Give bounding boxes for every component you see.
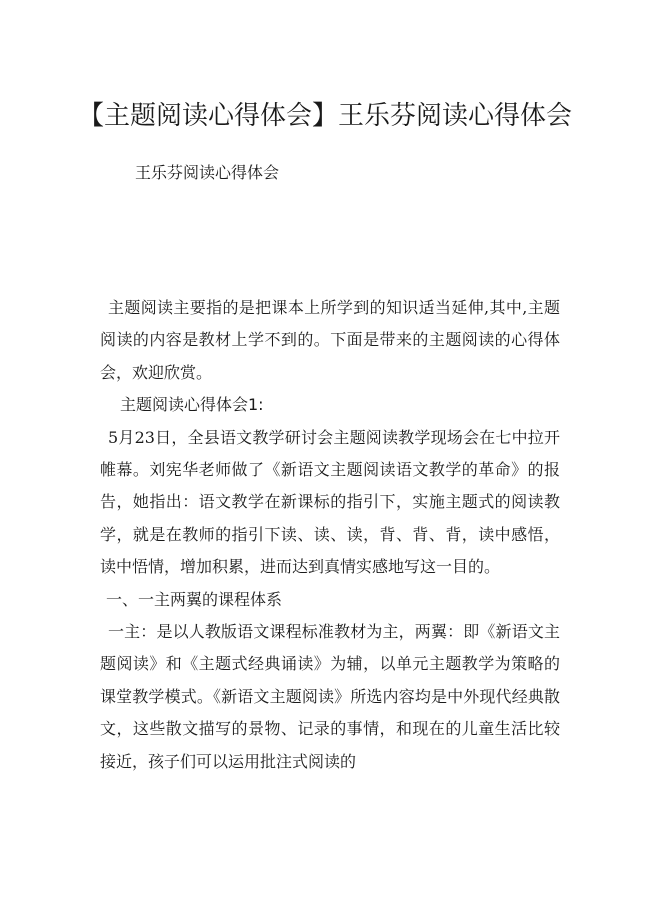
document-subtitle: 王乐芬阅读心得体会: [135, 163, 280, 182]
section-heading-2: 一、一主两翼的课程体系: [106, 589, 283, 609]
document-body: [100, 292, 560, 778]
report-paragraph: 5月23日，全县语文教学研讨会主题阅读教学现场会在七中拉开帷幕。刘宪华老师做了《新语文主题阅读语文教学的革命》的报告，她指出：语文教学在新课标的指引下，实施主题式的阅读教学，就是在教师的指引下读、读、读，背、背、背，读中感悟，读中悟情，增加积累，进而达到真情实感地写这一目的。: [100, 427, 560, 577]
document-title: 【主题阅读心得体会】王乐芬阅读心得体会: [77, 101, 572, 131]
section-heading-1: 主题阅读心得体会1:: [120, 395, 264, 415]
intro-paragraph: 主题阅读主要指的是把课本上所学到的知识适当延伸,其中,主题阅读的内容是教材上学不到的。下面是带来的主题阅读的心得体会，欢迎欣赏。: [100, 298, 560, 382]
curriculum-paragraph: 一主：是以人教版语文课程标准教材为主，两翼：即《新语文主题阅读》和《主题式经典诵读》为辅，以单元主题教学为策略的课堂教学模式。《新语文主题阅读》所选内容均是中外现代经典散文，这些散文描写的景物、记录的事情，和现在的儿童生活比较接近，孩子们可以运用批注式阅读的: [100, 622, 560, 771]
